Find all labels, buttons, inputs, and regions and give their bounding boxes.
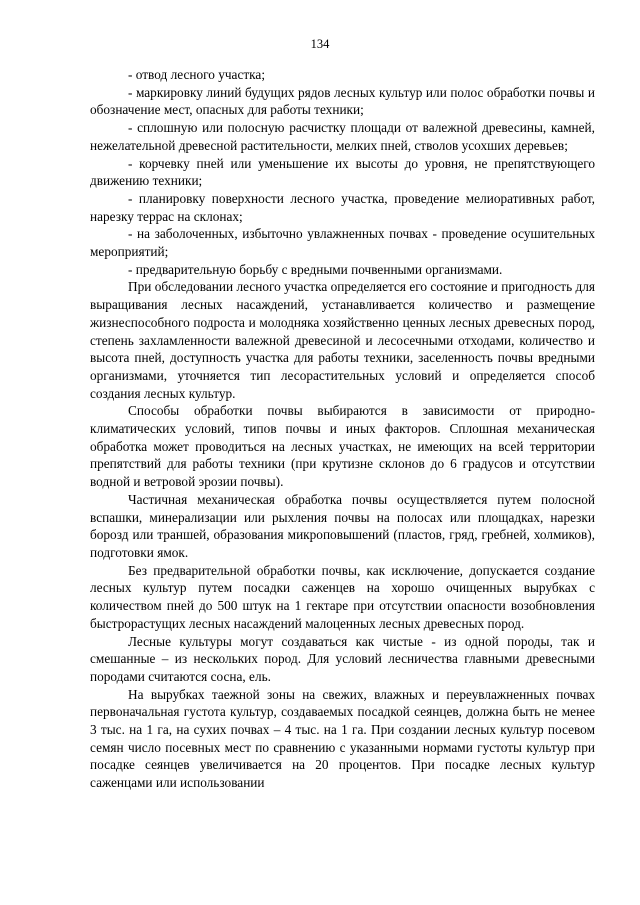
page-number: 134 [310, 37, 330, 51]
body-paragraph: Способы обработки почвы выбираются в зависимости от природно-климатических условий, типов почвы и иных факторов. Сплошная механическая обработка может проводиться на лесных участках, не имеющих на всей территории препятствий для работы техники (при крутизне склонов до 6 градусов и отсутствии водной и ветровой эрозии почвы). [90, 403, 595, 490]
list-item: - сплошную или полосную расчистку площади от валежной древесины, камней, нежелательной древесной растительности, мелких пней, стволов усохших деревьев; [90, 120, 595, 153]
list-item: - на заболоченных, избыточно увлажненных почвах - проведение осушительных мероприятий; [90, 226, 595, 260]
document-body [90, 66, 595, 792]
list-item: - отвод лесного участка; [128, 67, 266, 82]
list-item: - планировку поверхности лесного участка, проведение мелиоративных работ, нарезку террас на склонах; [90, 190, 595, 224]
body-paragraph: При обследовании лесного участка определяется его состояние и пригодность для выращивания лесных насаждений, устанавливается количество и размещение жизнеспособного подроста и молодняка хозяйственно ценных лесных древесных пород, степень захламленности валежной древесиной и лесосечными отходами, количество и высота пней, доступность участка для работы техники, заселенность почвы вредными организмами, уточняется тип лесорастительных условий и определяется способ создания лесных культур. [90, 279, 595, 401]
body-paragraph: Частичная механическая обработка почвы осуществляется путем полосной вспашки, минерализации или рыхления почвы на полосах или площадках, нарезки борозд или траншей, образования микроповышений (пластов, гряд, гребней, холмиков), подготовки ямок. [90, 491, 595, 560]
body-paragraph: Лесные культуры могут создаваться как чистые - из одной породы, так и смешанные – из нескольких пород. Для условий лесничества главными древесными породами считаются сосна, ель. [90, 633, 595, 684]
body-paragraph: На вырубках таежной зоны на свежих, влажных и переувлажненных почвах первоначальная густота культур, создаваемых посадкой сеянцев, должна быть не менее 3 тыс. на 1 га, на сухих почвах – 4 тыс. на 1 га. При создании лесных культур посевом семян число посевных мест по сравнению с указанными нормами густоты культур при посадке сеянцев увеличивается на 20 процентов. При посадке лесных культур саженцами или использовании [90, 686, 595, 791]
body-paragraph: Без предварительной обработки почвы, как исключение, допускается создание лесных культур путем посадки саженцев на хорошо очищенных вырубках с количеством пней до 500 штук на 1 гектаре при отсутствии опасности возобновления быстрорастущих лесных насаждений малоценных лесных древесных пород. [90, 562, 595, 631]
list-item: - предварительную борьбу с вредными почвенными организмами. [128, 261, 503, 277]
list-item: - корчевку пней или уменьшение их высоты до уровня, не препятствующего движению техники; [90, 155, 595, 189]
list-item: - маркировку линий будущих рядов лесных культур или полос обработки почвы и обозначение мест, опасных для работы техники; [90, 84, 595, 118]
